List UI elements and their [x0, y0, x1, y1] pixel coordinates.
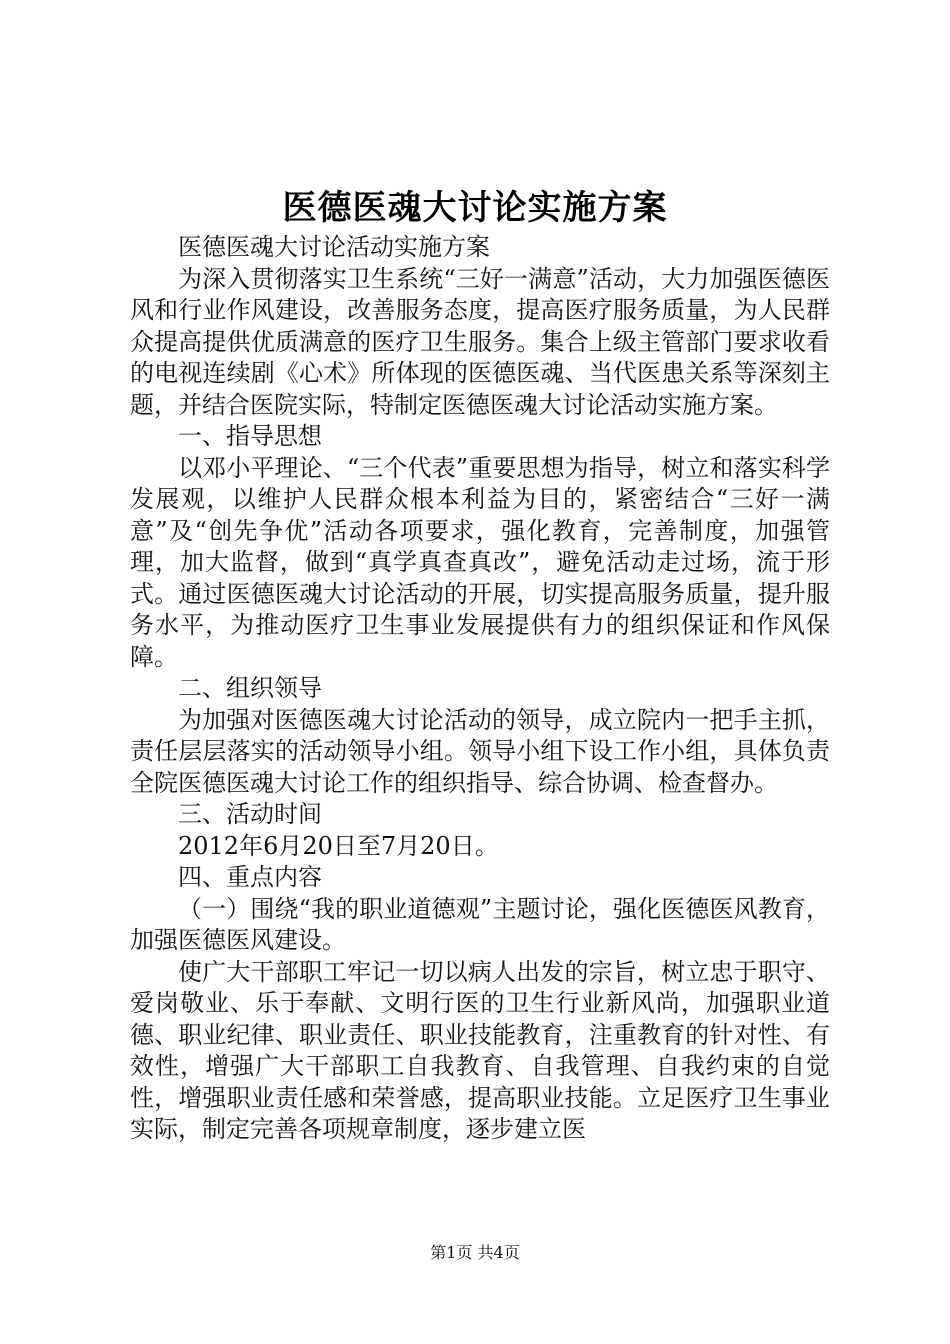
section-heading-guiding-ideology: 一、指导思想 [178, 422, 322, 450]
paragraph-organization: 为加强对医德医魂大讨论活动的领导，成立院内一把手主抓，责任层层落实的活动领导小组。领导小组下设工作小组，具体负责全院医德医魂大讨论工作的组织指导、综合协调、检查督办。 [130, 705, 830, 797]
page-footer: 第1页 共4页 [430, 1243, 520, 1262]
section-heading-organization: 二、组织领导 [178, 674, 322, 702]
section-heading-activity-time: 三、活动时间 [178, 800, 322, 828]
paragraph-activity-time: 2012年6月20日至7月20日。 [178, 831, 499, 860]
paragraph-guiding-ideology: 以邓小平理论、“三个代表”重要思想为指导，树立和落实科学发展观，以维护人民群众根本利益为目的，紧密结合“三好一满意”及“创先争优”活动各项要求，强化教育，完善制度，加强管理，加大监督，做到“真学真查真改”，避免活动走过场，流于形式。通过医德医魂大讨论活动的开展，切实提高服务质量，提升服务水平，为推动医疗卫生事业发展提供有力的组织保证和作风保障。 [130, 453, 830, 671]
paragraph-key-content: 使广大干部职工牢记一切以病人出发的宗旨，树立忠于职守、爱岗敬业、乐于奉献、文明行医的卫生行业新风尚，加强职业道德、职业纪律、职业责任、职业技能教育，注重教育的针对性、有效性，增强广大干部职工自我教育、自我管理、自我约束的自觉性，增强职业责任感和荣誉感，提高职业技能。立足医疗卫生事业实际，制定完善各项规章制度，逐步建立医 [130, 957, 830, 1143]
paragraph-intro: 为深入贯彻落实卫生系统“三好一满意”活动，大力加强医德医风和行业作风建设，改善服务态度，提高医疗服务质量，为人民群众提高提供优质满意的医疗卫生服务。集合上级主管部门要求收看的电视连续剧《心术》所体现的医德医魂、当代医患关系等深刻主题，并结合医院实际，特制定医德医魂大讨论活动实施方案。 [130, 264, 830, 419]
section-heading-key-content: 四、重点内容 [178, 863, 322, 891]
document-title: 医德医魂大讨论实施方案 [282, 188, 668, 228]
paragraph-subtitle: 医德医魂大讨论活动实施方案 [178, 233, 490, 261]
document-body [130, 232, 830, 1146]
subsection-heading-1: （一）围绕“我的职业道德观”主题讨论，强化医德医风教育，加强医德医风建设。 [130, 894, 830, 954]
